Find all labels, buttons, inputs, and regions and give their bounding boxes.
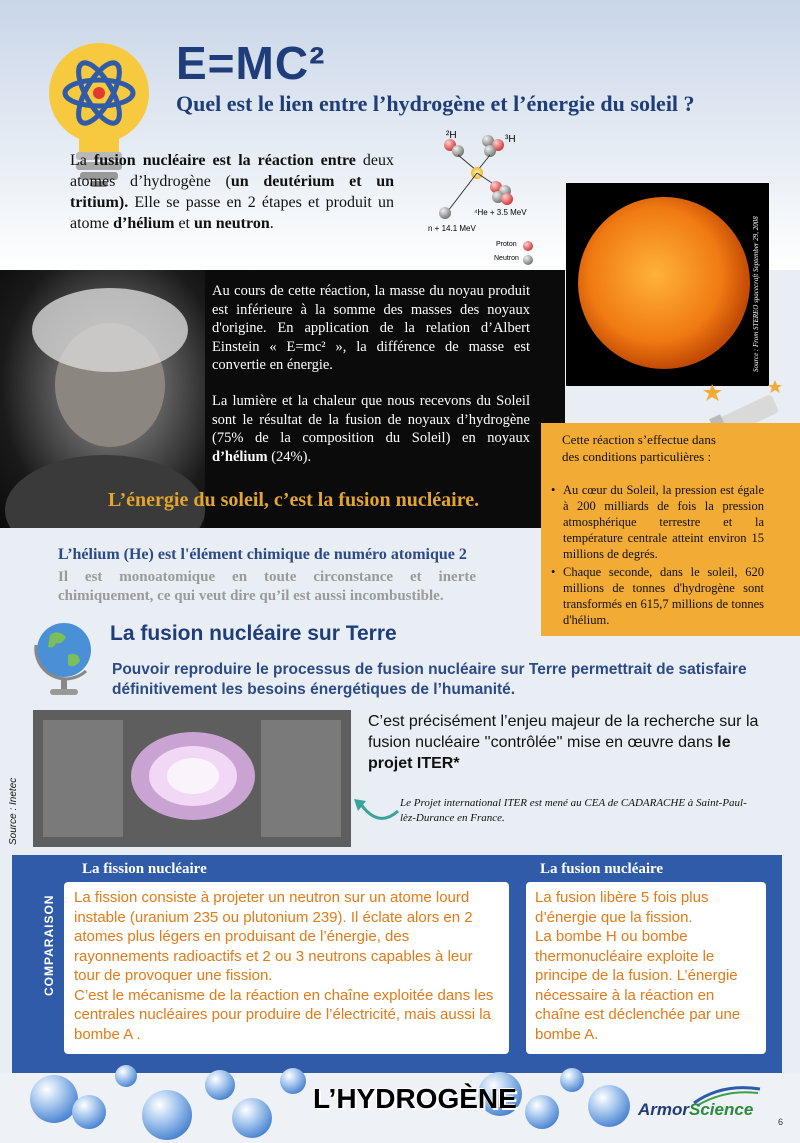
helium-title: L’hélium (He) est l'élément chimique de numéro atomique 2 <box>58 546 467 563</box>
einstein-paragraph-1: Au cours de cette réaction, la masse du noyau produit est inférieure à la somme des masses des noyaux d'origine. En application de la relation d’Albert Einstein « E=mc² », la différence de masse est convertie en énergie. <box>212 283 530 373</box>
tritium-label: ³H <box>505 134 516 145</box>
neutron-legend-label: Neutron <box>494 255 519 262</box>
globe-icon <box>28 615 98 700</box>
fission-paragraph-2: C’est le mécanisme de la réaction en chaîne exploitée dans les centrales nucléaires pour produire de l’électricité, mais aussi la bombe A . <box>74 986 494 1043</box>
bubble-decoration <box>280 1068 306 1094</box>
fission-title: La fission nucléaire <box>82 861 207 877</box>
deuterium-label: ²H <box>446 130 457 141</box>
iter-paragraph: C’est précisément l’enjeu majeur de la recherche sur la fusion nucléaire ''contrôlée'' mise en œuvre dans le projet ITER* <box>368 713 759 772</box>
iter-photo-source: Source : Inetec <box>8 777 19 845</box>
bubble-decoration <box>142 1090 192 1140</box>
tokamak-graphic <box>33 710 351 847</box>
fusion-reaction-diagram <box>410 125 550 270</box>
helium-output-label: ⁴He + 3.5 MeV <box>474 208 527 217</box>
bubble-decoration <box>560 1068 584 1092</box>
sun-graphic <box>566 183 769 386</box>
fusion-card <box>526 882 766 1054</box>
armorscience-logo: ArmorScience <box>638 1100 754 1119</box>
comparison-vertical-label: COMPARAISON <box>42 894 56 996</box>
curved-arrow-icon <box>352 793 402 833</box>
earth-section-title: La fusion nucléaire sur Terre <box>110 622 397 645</box>
einstein-paragraph-2: La lumière et la chaleur que nous recevons du Soleil sont le résultat de la fusion de noyaux d’hydrogène (75% de la composition du Soleil) en noyaux d’hélium (24%). <box>212 393 530 465</box>
proton-legend-label: Proton <box>496 241 517 248</box>
fusion-paragraph-2: La bombe H ou bombe thermonucléaire exploite le principe de la fusion. L’énergie nécessaire à la réaction en chaîne est déclenchée par une bombe A. <box>535 928 741 1043</box>
bubble-decoration <box>525 1095 559 1129</box>
condition-item: • Chaque seconde, dans le soleil, 620 millions de tonnes d'hydrogène sont transformés en 615,7 millions de tonnes d'hélium. <box>551 564 764 628</box>
fission-card <box>64 882 509 1054</box>
iter-tokamak-photo <box>33 710 351 847</box>
fission-paragraph-1: La fission consiste à projeter un neutron sur un atome lourd instable (uranium 235 ou plutonium 239). Il éclate alors en 2 atomes plus légers en produisant de l’énergie, des rayonnements radioactifs et 2 ou 3 neutrons capables à leur tour de provoquer une fission. <box>74 889 473 984</box>
conditions-list <box>551 482 764 630</box>
bubble-decoration <box>232 1098 272 1138</box>
conditions-intro: Cette réaction s’effectue dans des conditions particulières : <box>562 432 716 464</box>
bubble-decoration <box>115 1065 137 1087</box>
earth-lead: Pouvoir reproduire le processus de fusion nucléaire sur Terre permettrait de satisfaire définitivement les besoins énergétiques de l’humanité. <box>112 661 747 698</box>
sun-photo <box>566 183 769 386</box>
helium-body: Il est monoatomique en toute circonstance et inerte chimiquement, ce qui veut dire qu’il est aussi incombustible. <box>58 569 476 604</box>
hydrogene-wordmark: L’HYDROGÈNE <box>313 1083 517 1114</box>
fusion-title: La fusion nucléaire <box>540 861 664 877</box>
intro-paragraph: La fusion nucléaire est la réaction entre deux atomes d’hydrogène (un deutérium et un tritium). Elle se passe en 2 étapes et produit un atome d’hélium et un neutron. <box>70 152 395 232</box>
iter-footnote: Le Projet international ITER est mené au CEA de CADARACHE à Saint-Paul-lèz-Durance en France. <box>400 797 747 824</box>
neutron-output-label: n + 14.1 MeV <box>428 224 476 233</box>
page-subtitle: Quel est le lien entre l’hydrogène et l’énergie du soleil ? <box>176 91 695 116</box>
bubble-decoration <box>72 1095 106 1129</box>
bubble-decoration <box>205 1070 235 1100</box>
bubble-decoration <box>30 1075 78 1123</box>
page-number: 6 <box>778 1117 784 1127</box>
sun-source: Source : From STEREO spacecraft September 29, 2008 <box>752 216 760 372</box>
fusion-paragraph-1: La fusion libère 5 fois plus d’énergie que la fission. <box>535 889 709 926</box>
condition-item: • Au cœur du Soleil, la pression est égale à 200 milliards de fois la pression atmosphérique terrestre et la température centrale atteint environ 15 millions de degrés. <box>551 482 764 562</box>
sun-fusion-highlight: L’énergie du soleil, c’est la fusion nucléaire. <box>108 489 480 511</box>
bubble-decoration <box>588 1085 630 1127</box>
page-title: E=MC² <box>176 37 326 89</box>
